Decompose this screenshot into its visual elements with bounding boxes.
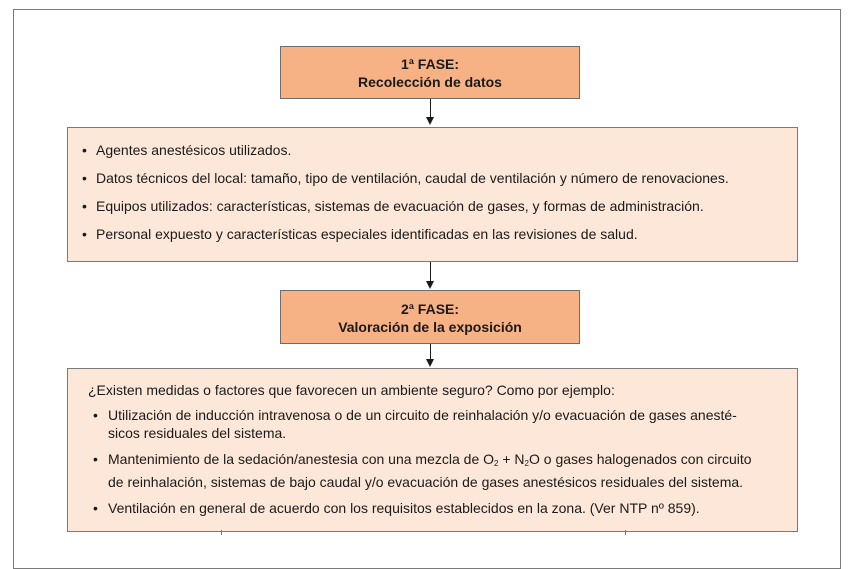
arrow-down-2 — [426, 262, 435, 290]
data-collection-list — [82, 141, 783, 243]
exposure-question: ¿Existen medidas o factores que favorecen un ambiente seguro? Como por ejemplo: — [88, 382, 615, 398]
list-item: • Mantenimiento de la sedación/anestesia con una mezcla de $O_2 + N_2O$ o gases halogenados con circuito de reinhalación, sistemas de bajo caudal y/o evacuación de gases anestésicos residuales del sistema. — [93, 451, 752, 490]
list-item: • Equipos utilizados: características, sistemas de evacuación de gases, y formas de administración. — [82, 198, 704, 214]
list-item: • Datos técnicos del local: tamaño, tipo de ventilación, caudal de ventilación y número de renovaciones. — [82, 170, 729, 186]
list-item: • Utilización de inducción intravenosa o de un circuito de reinhalación y/o evacuación de gases anesté- sicos residuales del sistema. — [93, 407, 737, 441]
exposure-assessment-box — [67, 368, 798, 532]
phase-2-title: Valoración de la exposición — [338, 319, 522, 335]
arrow-down-3 — [426, 344, 435, 368]
arrow-down-1 — [426, 99, 435, 127]
phase-1-title: Recolección de datos — [358, 74, 502, 90]
phase-1-box — [280, 46, 580, 99]
connector-tick-left — [221, 530, 222, 535]
list-item: • Agentes anestésicos utilizados. — [82, 142, 292, 158]
phase-1-label: 1ª FASE: — [400, 56, 460, 72]
connector-tick-right — [625, 530, 626, 535]
list-item: • Personal expuesto y características especiales identificadas en las revisiones de salud. — [82, 226, 638, 242]
safety-measures-list — [88, 406, 777, 517]
list-item: • Ventilación en general de acuerdo con los requisitos establecidos en la zona. (Ver NTP nº 859). — [93, 500, 700, 516]
data-collection-box — [67, 127, 798, 262]
phase-2-label: 2ª FASE: — [400, 301, 460, 317]
phase-2-box — [280, 290, 580, 344]
